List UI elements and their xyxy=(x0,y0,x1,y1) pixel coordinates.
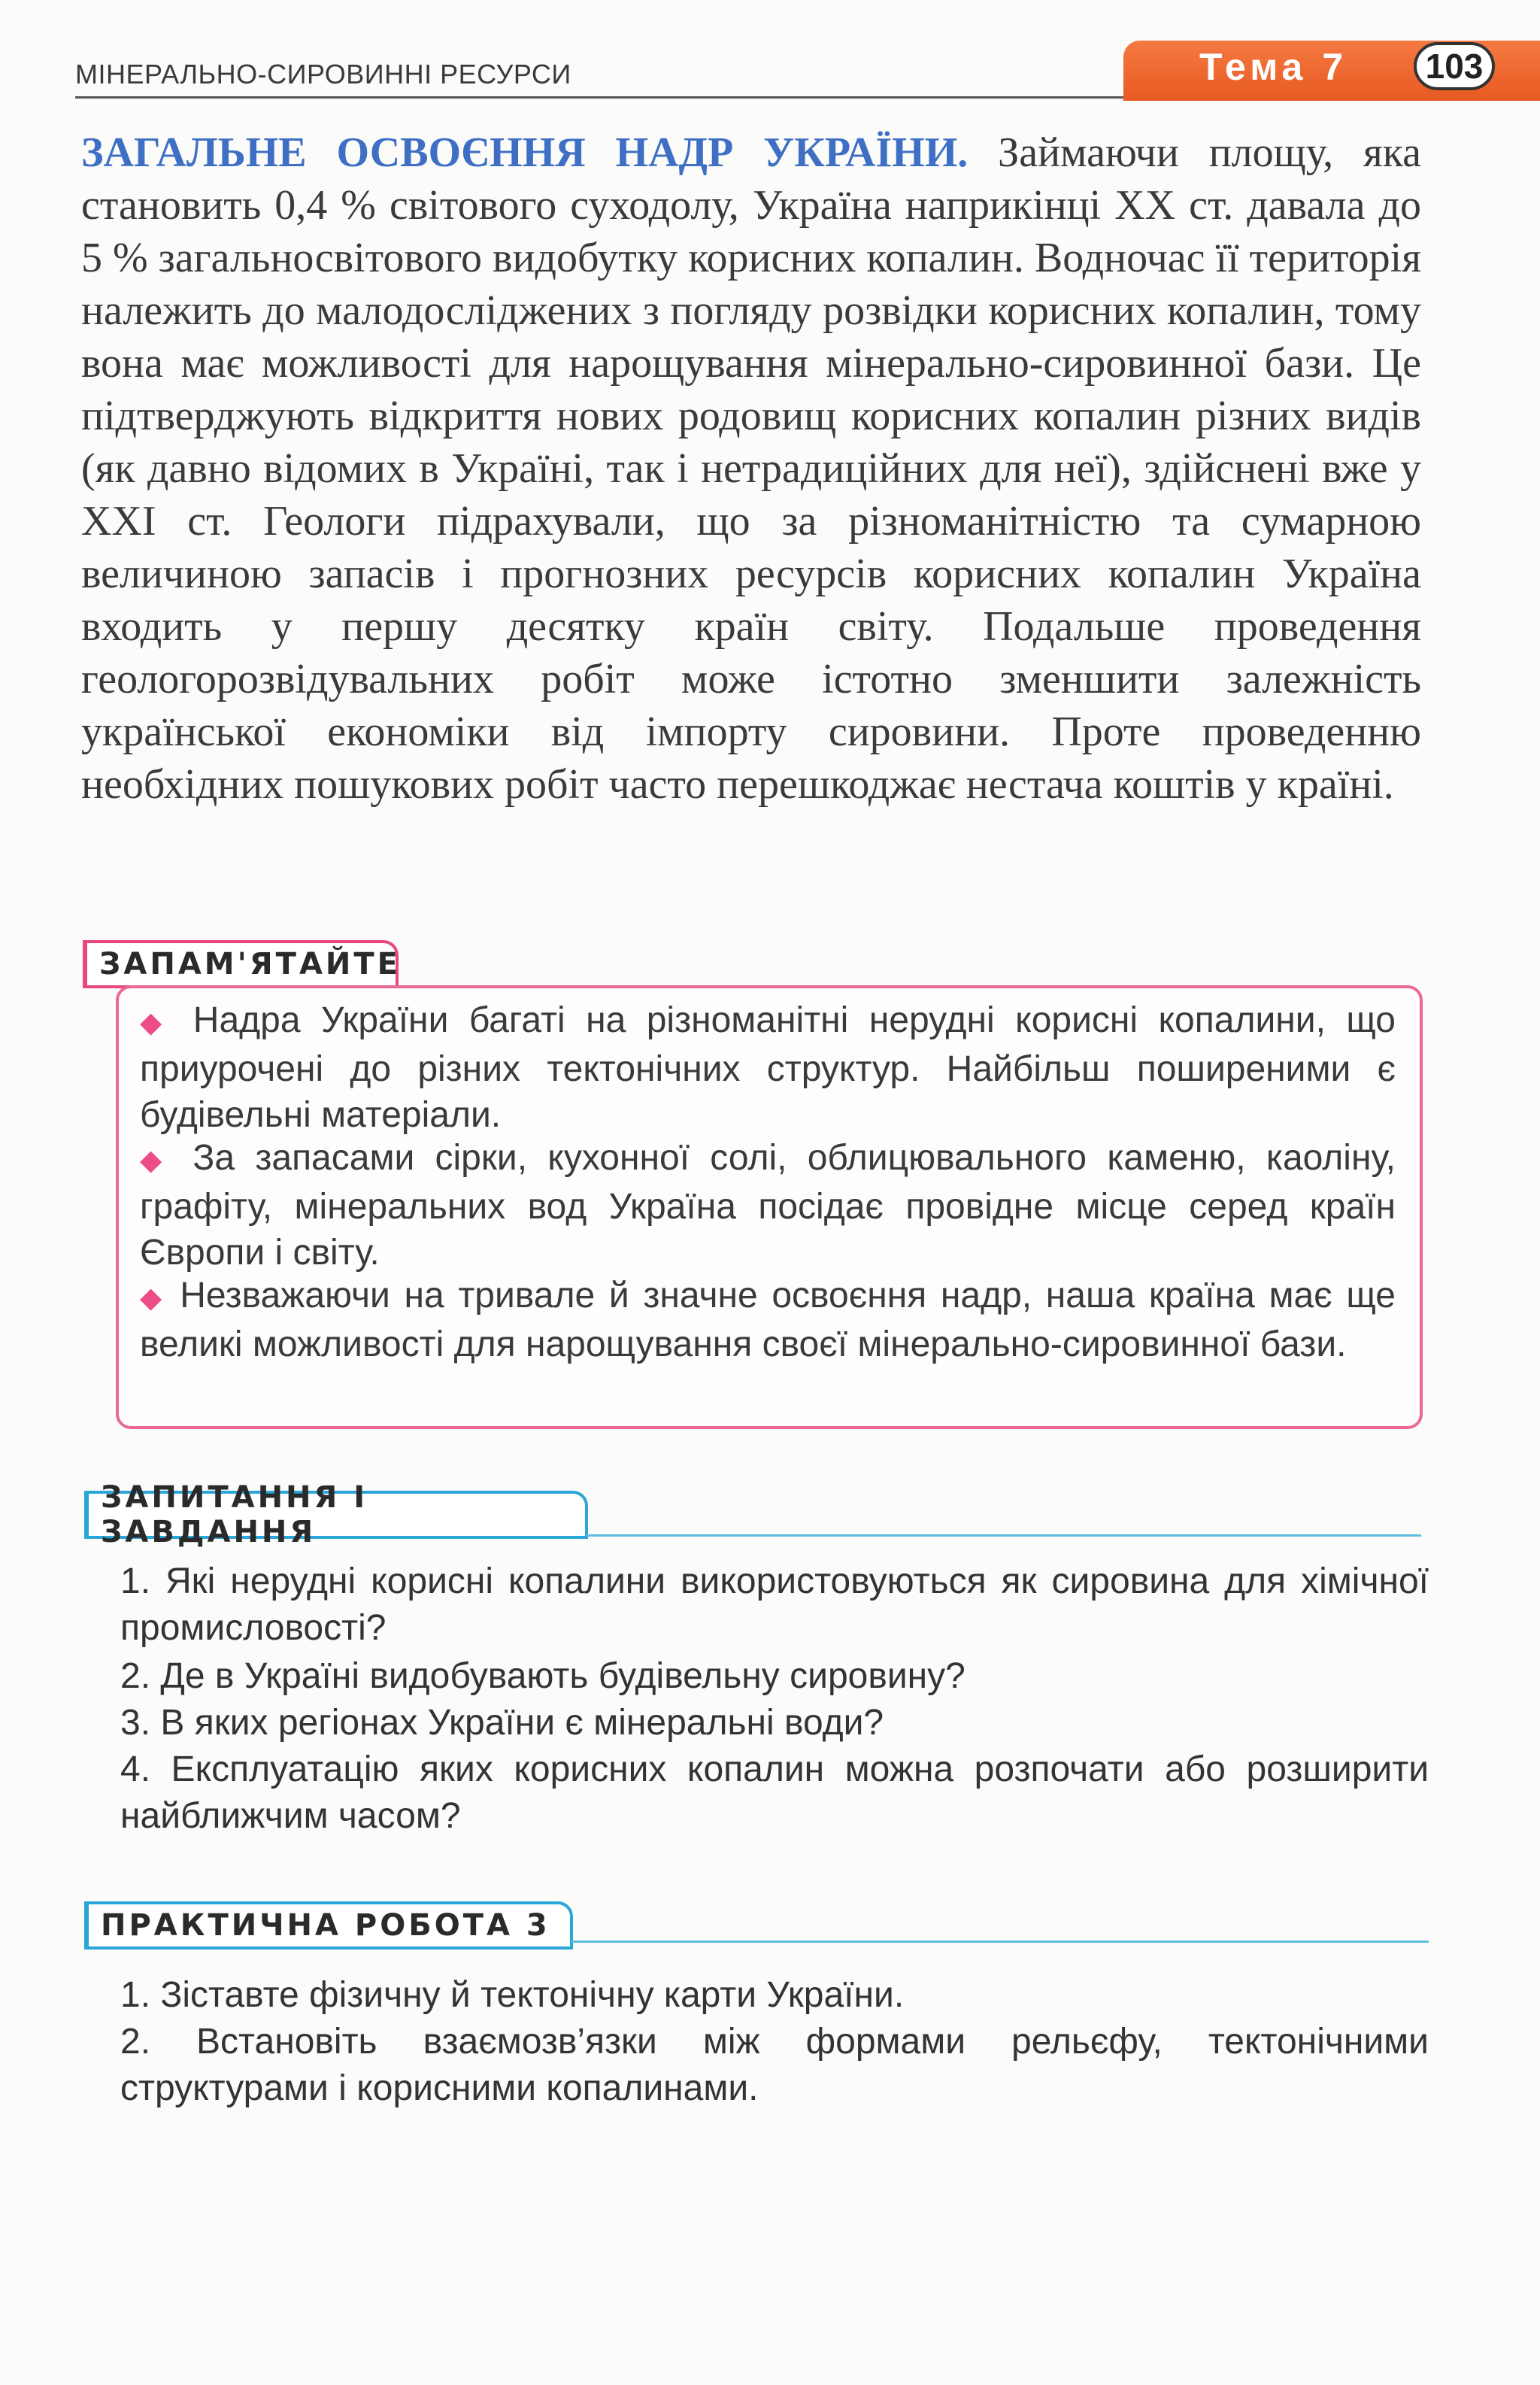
practical-rule xyxy=(571,1940,1429,1943)
main-body: Займаючи площу, яка становить 0,4 % світового суходолу, Україна наприкінці XX ст. давала до 5 % загальносвітового видобутку корисних копалин. Водночас її територія належить до малодосліджених з погляду розвідки корисних копалин, тому вона має можливості для нарощування мінерально-сировинної бази. Це підтверджують відкриття нових родовищ корисних копалин різних видів (як давно відомих в Україні, так і нетрадиційних для неї), здійснені вже у XXI ст. Геологи підрахували, що за різноманітністю та сумарною величиною запасів і прогнозних ресурсів корисних копалин Україна входить у першу десятку країн світу. Подальше проведення геологорозвідувальних робіт може істотно зменшити залежність української економіки від імпорту сировини. Проте проведенню необхідних пошукових робіт часто перешкоджає нестача коштів у країні. xyxy=(81,129,1421,808)
theme-label: Тема 7 xyxy=(1199,46,1348,88)
remember-item-2: ◆ За запасами сірки, кухонної солі, облицювального каменю, каоліну, графіту, мінеральних вод Україна посідає провідне місце серед країн Європи і світу. xyxy=(140,1138,1396,1273)
question-3: 3. В яких регіонах України є мінеральні води? xyxy=(120,1703,884,1743)
questions-rule xyxy=(587,1534,1421,1537)
remember-item-3: ◆ Незважаючи на тривале й значне освоєння надр, наша країна має ще великі можливості для нарощування своєї мінерально-сировинної бази. xyxy=(140,1276,1396,1364)
question-4: 4. Експлуатацію яких корисних копалин можна розпочати або розширити найближчим часом? xyxy=(120,1749,1429,1836)
question-1: 1. Які нерудні корисні копалини використовуються як сировина для хімічної промисловості? xyxy=(120,1561,1429,1648)
running-header: МІНЕРАЛЬНО-СИРОВИННІ РЕСУРСИ xyxy=(75,59,571,90)
header-rule xyxy=(75,96,1128,99)
diamond-bullet-icon: ◆ xyxy=(140,1282,166,1314)
main-paragraph xyxy=(81,126,1421,811)
page-number: 103 xyxy=(1414,42,1495,90)
questions-heading: ЗАПИТАННЯ І ЗАВДАННЯ xyxy=(84,1491,588,1539)
practical-item-1: 1. Зіставте фізичну й тектонічну карти України. xyxy=(120,1975,905,2015)
remember-item-1: ◆ Надра України багаті на різноманітні нерудні корисні копалини, що приурочені до різних тектонічних структур. Найбільш поширеними є будівельні матеріали. xyxy=(140,1000,1396,1135)
diamond-bullet-icon: ◆ xyxy=(140,1145,173,1176)
section-title: ЗАГАЛЬНЕ ОСВОЄННЯ НАДР УКРАЇНИ. xyxy=(81,129,969,176)
practical-item-2: 2. Встановіть взаємозв’язки між формами рельєфу, тектонічними структурами і корисними копалинами. xyxy=(120,2022,1429,2108)
remember-heading: ЗАПАМ'ЯТАЙТЕ xyxy=(83,940,399,988)
question-2: 2. Де в Україні видобувають будівельну сировину? xyxy=(120,1656,966,1696)
diamond-bullet-icon: ◆ xyxy=(140,1007,173,1039)
practical-heading: ПРАКТИЧНА РОБОТА 3 xyxy=(84,1901,573,1950)
